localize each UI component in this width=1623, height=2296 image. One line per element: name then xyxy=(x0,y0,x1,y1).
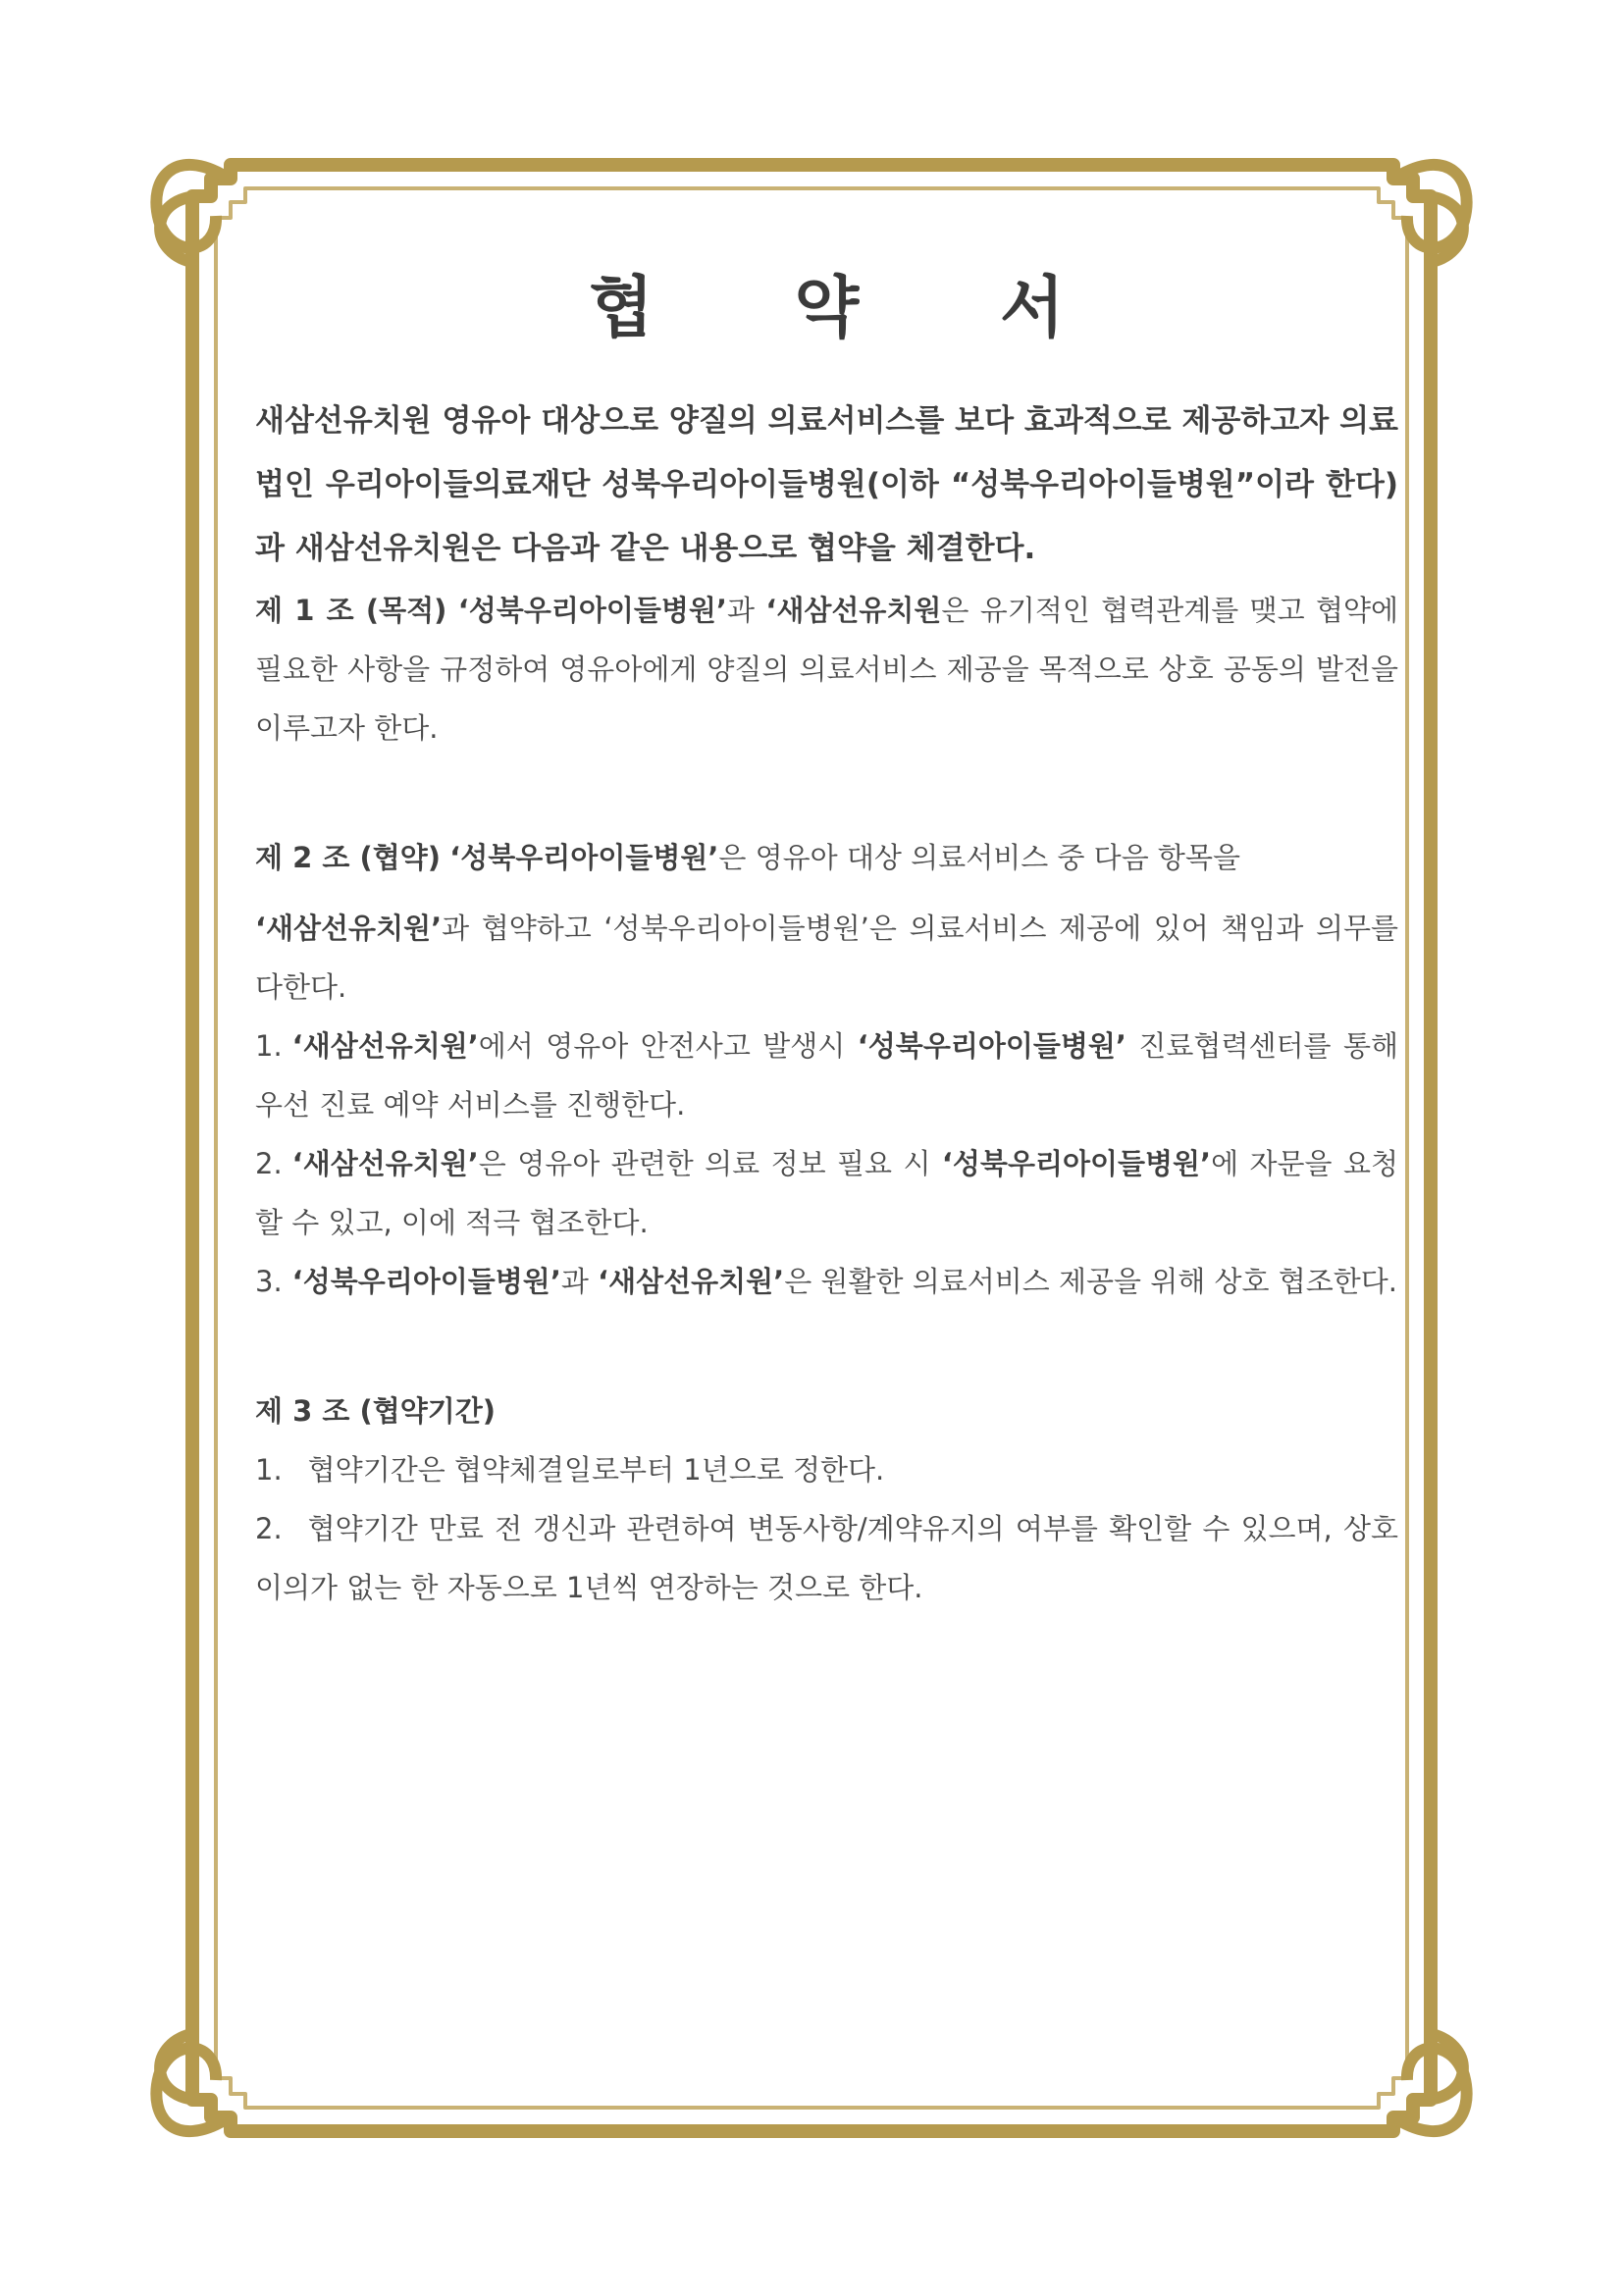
article-3-item-2 xyxy=(255,1499,1398,1617)
article-3-item-2-text: 협약기간 만료 전 갱신과 관련하여 변동사항/계약유지의 여부를 확인할 수 있으며, 상호 이의가 없는 한 자동으로 1년씩 연장하는 것으로 한다. xyxy=(255,1512,1398,1604)
article-2-hospital: ‘성북우리아이들병원’ xyxy=(449,841,719,874)
article-2-item-3 xyxy=(255,1252,1398,1311)
list-number: 2. xyxy=(255,1147,283,1180)
article-1-heading: 제 1 조 (목적) xyxy=(255,594,447,627)
item-2-text-2: 에 자문을 요청할 수 있고, 이에 적극 협조한다. xyxy=(255,1147,1398,1239)
article-1-kindergarten: ‘새삼선유치원 xyxy=(765,594,942,627)
item-1-text-2: 진료협력센터를 통해 우선 진료 예약 서비스를 진행한다. xyxy=(255,1029,1398,1122)
article-2-text-1: 은 영유아 대상 의료서비스 중 다음 항목을 xyxy=(718,841,1240,874)
article-1-hospital: ‘성북우리아이들병원’ xyxy=(457,594,727,627)
article-2-item-2 xyxy=(255,1134,1398,1252)
article-2-continued xyxy=(255,899,1398,1017)
article-2-kindergarten: ‘새삼선유치원’ xyxy=(255,912,443,945)
item-1-kindergarten: ‘새삼선유치원’ xyxy=(291,1029,479,1063)
intro-paragraph: 새삼선유치원 영유아 대상으로 양질의 의료서비스를 보다 효과적으로 제공하고자 의료법인 우리아이들의료재단 성북우리아이들병원(이하 “성북우리아이들병원”이라 한다)과 새삼선유치원은 다음과 같은 내용으로 협약을 체결한다. xyxy=(255,403,1398,566)
article-3-heading: 제 3 조 (협약기간) xyxy=(255,1394,497,1428)
list-number: 1. xyxy=(255,1029,283,1063)
item-3-hospital: ‘성북우리아이들병원’ xyxy=(291,1265,561,1298)
item-3-text-1: 과 xyxy=(560,1265,599,1298)
list-number: 1. xyxy=(255,1453,283,1487)
item-3-kindergarten: ‘새삼선유치원’ xyxy=(598,1265,785,1298)
article-1-text-1: 과 xyxy=(726,594,766,627)
item-1-text-1: 에서 영유아 안전사고 발생시 xyxy=(478,1029,858,1063)
list-number: 3. xyxy=(255,1265,283,1298)
item-3-text-2: 은 원활한 의료서비스 제공을 위해 상호 협조한다. xyxy=(784,1265,1398,1298)
article-1 xyxy=(255,581,1398,757)
document-content xyxy=(255,255,1398,1617)
article-2-item-1 xyxy=(255,1017,1398,1134)
article-2 xyxy=(255,828,1398,887)
article-3-item-1-text: 협약기간은 협약체결일로부터 1년으로 정한다. xyxy=(307,1453,885,1487)
article-2-heading: 제 2 조 (협약) xyxy=(255,841,442,874)
document-title: 협 약 서 xyxy=(589,270,1124,347)
article-1-text-2: 은 유기적인 협력관계를 맺고 협약에 필요한 사항을 규정하여 영유아에게 양질의 의료서비스 제공을 목적으로 상호 공동의 발전을 이루고자 한다. xyxy=(255,594,1399,745)
article-3-item-1 xyxy=(255,1440,1398,1499)
item-2-hospital: ‘성북우리아이들병원’ xyxy=(941,1147,1212,1180)
list-number: 2. xyxy=(255,1512,283,1545)
item-2-kindergarten: ‘새삼선유치원’ xyxy=(291,1147,479,1180)
item-1-hospital: ‘성북우리아이들병원’ xyxy=(857,1029,1126,1063)
article-3 xyxy=(255,1382,1398,1440)
item-2-text-1: 은 영유아 관련한 의료 정보 필요 시 xyxy=(478,1147,942,1180)
article-2-text-2: 과 협약하고 ‘성북우리아이들병원’은 의료서비스 제공에 있어 책임과 의무를 다한다. xyxy=(255,912,1398,1004)
